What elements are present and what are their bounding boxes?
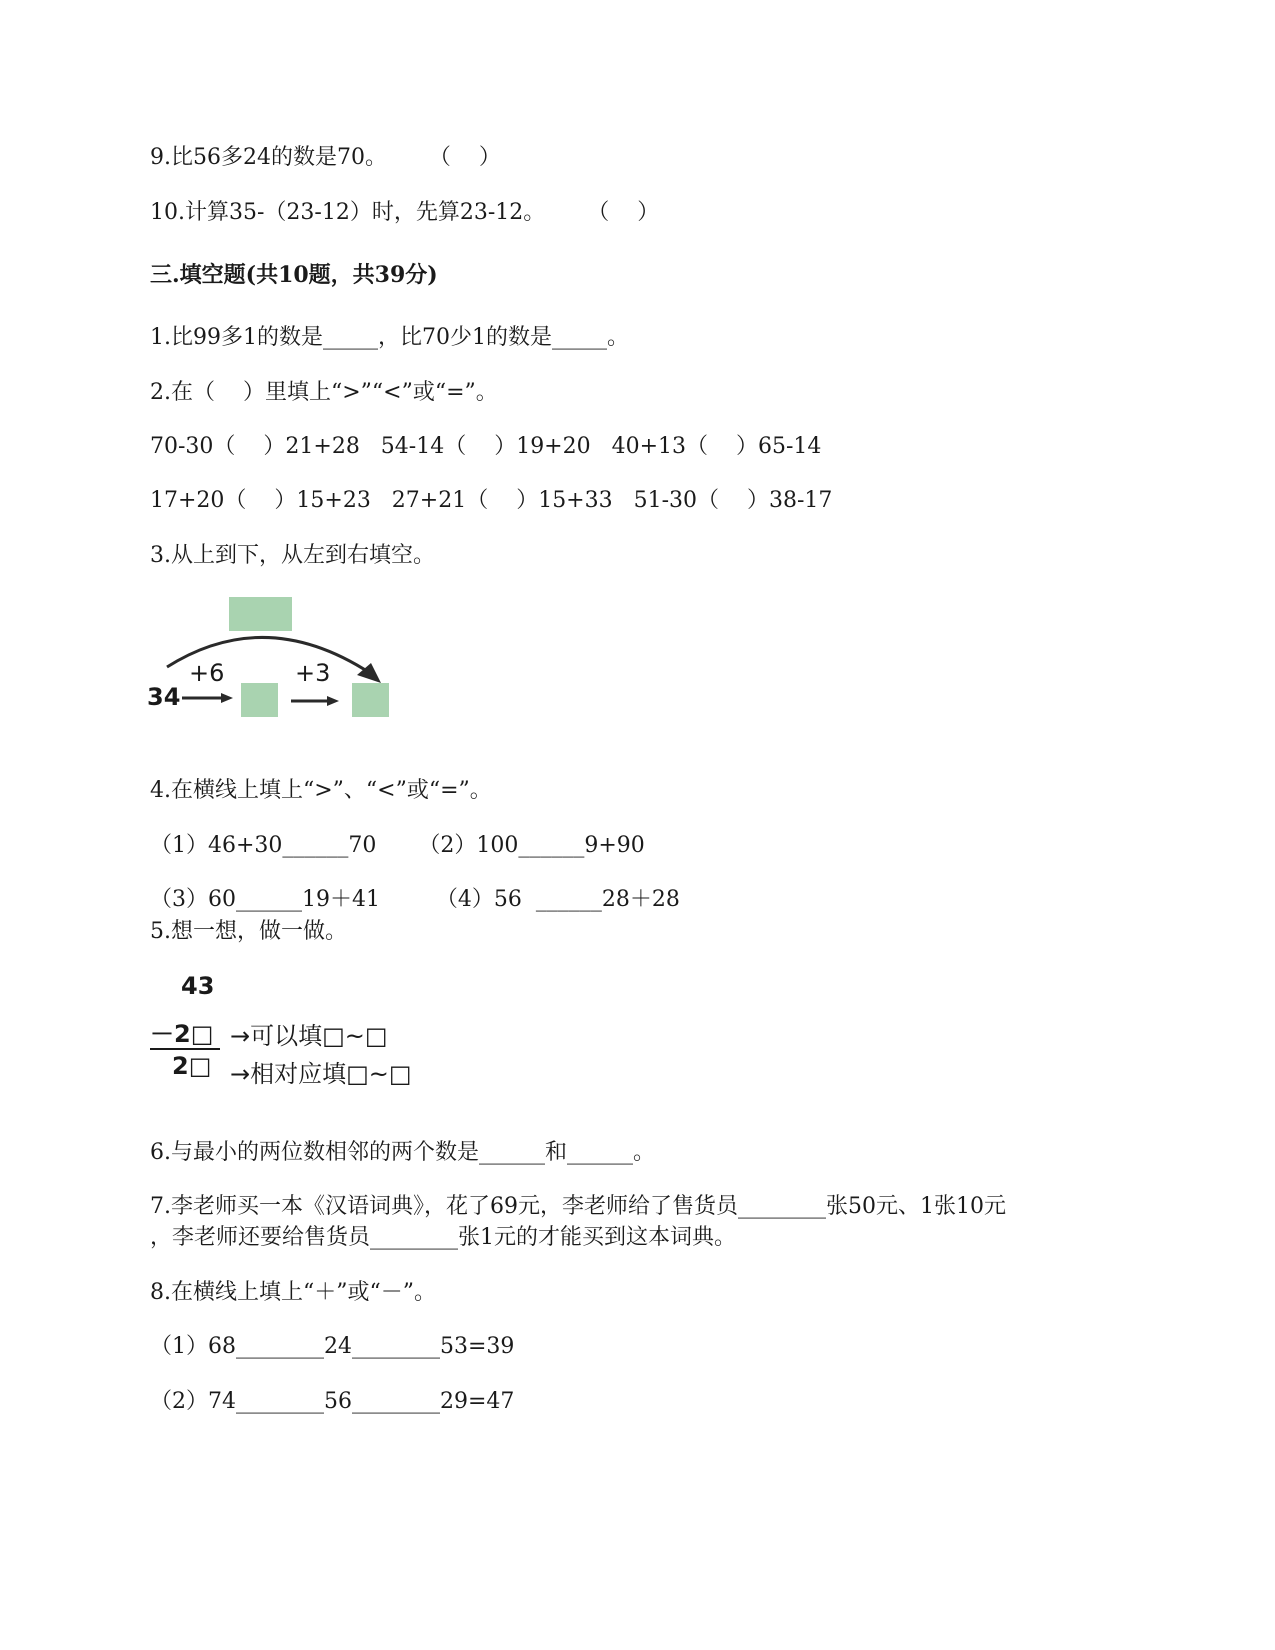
fill-question-1: 1.比99多1的数是_____，比70少1的数是_____。	[150, 325, 629, 350]
minuend: 43	[181, 972, 215, 1000]
fill-question-8: 8.在横线上填上“＋”或“－”。	[150, 1280, 436, 1305]
hint-corresponding-fill: →相对应填□~□	[230, 1060, 412, 1088]
judge-question-10: 10.计算35-（23-12）时，先算23-12。 （ ）	[150, 200, 660, 225]
difference-row: 2□	[172, 1052, 212, 1080]
fill-question-2: 2.在（ ）里填上“>”“<”或“=”。	[150, 380, 498, 405]
section-heading-fill-blank: 三.填空题(共10题，共39分)	[150, 262, 438, 288]
judge-question-9: 9.比56多24的数是70。 （ ）	[150, 145, 501, 170]
fill-question-2-row-1: 70-30（ ）21+28 54-14（ ）19+20 40+13（ ）65-14	[150, 434, 822, 459]
vertical-subtraction-figure	[148, 970, 468, 1090]
start-number: 34	[147, 683, 181, 711]
fill-question-6: 6.与最小的两位数相邻的两个数是______和______。	[150, 1140, 655, 1165]
op-plus-6: +6	[189, 659, 225, 687]
fill-question-8-row-2: （2）74________56________29=47	[150, 1389, 515, 1414]
subtrahend-row: －2□	[150, 1020, 214, 1048]
fill-question-4-row-1: （1）46+30______70 （2）100______9+90	[150, 833, 645, 858]
fill-question-3: 3.从上到下，从左到右填空。	[150, 543, 435, 568]
fill-question-2-row-2: 17+20（ ）15+23 27+21（ ）15+33 51-30（ ）38-17	[150, 488, 833, 513]
subtraction-line	[150, 1048, 220, 1050]
hint-can-fill: →可以填□~□	[230, 1022, 388, 1050]
fill-question-7-line-1: 7.李老师买一本《汉语词典》，花了69元，李老师给了售货员________张50元、1张10元	[150, 1194, 1006, 1219]
fill-question-7-line-2: ，李老师还要给售货员________张1元的才能买到这本词典。	[150, 1225, 736, 1250]
right-answer-box	[352, 683, 389, 717]
middle-answer-box	[241, 683, 278, 717]
number-chain-figure	[145, 595, 405, 725]
fill-question-8-row-1: （1）68________24________53=39	[150, 1334, 515, 1359]
fill-question-5: 5.想一想，做一做。	[150, 919, 347, 944]
fill-question-4-row-2: （3）60______19＋41 （4）56 ______28＋28	[150, 887, 680, 912]
fill-question-4: 4.在横线上填上“>”、“<”或“=”。	[150, 778, 492, 803]
op-plus-3: +3	[295, 659, 331, 687]
